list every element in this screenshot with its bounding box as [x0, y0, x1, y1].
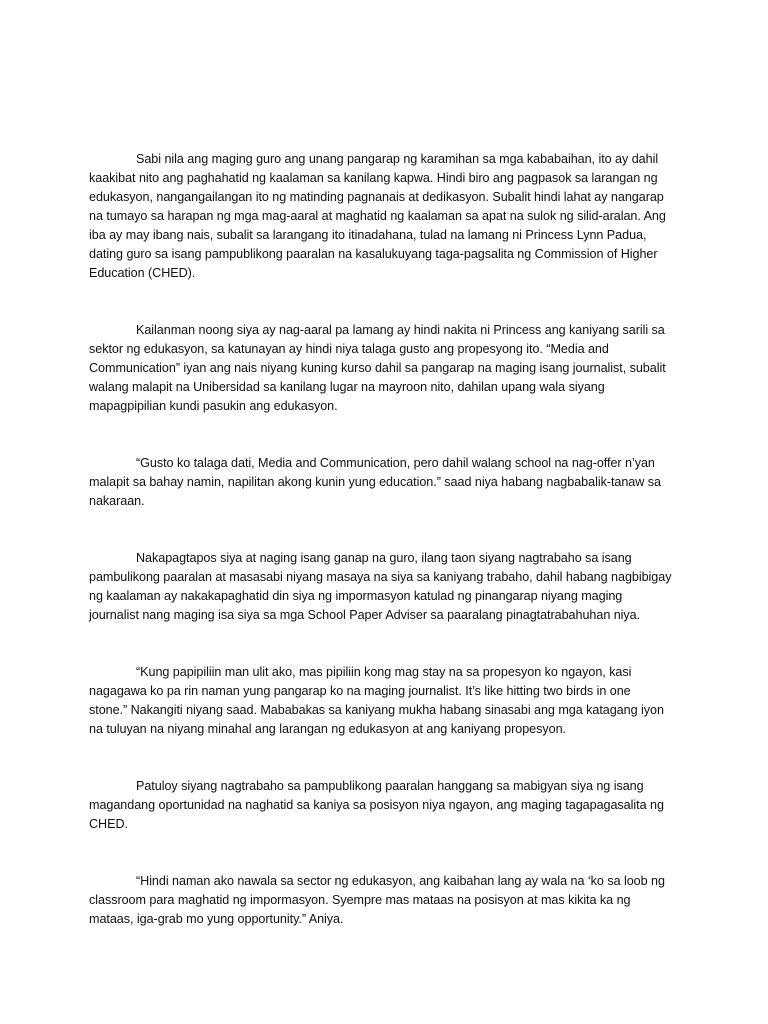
paragraph-line: ng kaalaman ay nakakapaghatid din siya ng impormasyon katulad ng pinangarap niyang maging: [89, 589, 623, 603]
document-body: [89, 150, 679, 929]
paragraph-line: CHED.: [89, 817, 128, 831]
paragraph-line: mataas, iga-grab mo yung opportunity.” Aniya.: [89, 912, 344, 926]
paragraph-line: nakaraan.: [89, 494, 145, 508]
paragraph-4: [89, 549, 679, 625]
paragraph-line: Education (CHED).: [89, 266, 196, 280]
paragraph-line: “Gusto ko talaga dati, Media and Communication, pero dahil walang school na nag-offer n’yan: [136, 456, 655, 470]
paragraph-line: dating guro sa isang pampublikong paaralan na kasalukuyang taga-pagsalita ng Commission of Higher: [89, 247, 658, 261]
paragraph-line: na tuluyan na niyang minahal ang larangan ng edukasyon at ang kaniyang propesyon.: [89, 722, 566, 736]
paragraph-line: kaakibat nito ang paghahatid ng kaalaman sa kanilang kapwa. Hindi biro ang pagpasok sa larangan ng: [89, 171, 658, 185]
paragraph-line: Kailanman noong siya ay nag-aaral pa lamang ay hindi nakita ni Princess ang kaniyang sarili sa: [136, 323, 665, 337]
paragraph-line: pambulikong paaralan at masasabi niyang masaya na siya sa kaniyang trabaho, dahil habang nagbibigay: [89, 570, 672, 584]
paragraph-line: iba ay may ibang nais, subalit sa larangang ito itinadahana, tulad na lamang ni Princess Lynn Padua,: [89, 228, 647, 242]
paragraph-line: Sabi nila ang maging guro ang unang pangarap ng karamihan sa mga kababaihan, ito ay dahil: [136, 152, 659, 166]
paragraph-line: mapagpipilian kundi pasukin ang edukasyon.: [89, 399, 338, 413]
paragraph-line: walang malapit na Unibersidad sa kanilang lugar na mayroon nito, dahilan upang wala siyang: [89, 380, 605, 394]
paragraph-line: malapit sa bahay namin, napilitan akong kunin yung education.” saad niya habang nagbabalik-tanaw sa: [89, 475, 661, 489]
paragraph-line: na tumayo sa harapan ng mga mag-aaral at maghatid ng kaalaman sa apat na sulok ng silid-aralan. Ang: [89, 209, 666, 223]
paragraph-line: Communication” iyan ang nais niyang kuning kurso dahil sa pangarap na maging isang journalist, subalit: [89, 361, 666, 375]
paragraph-line: stone.” Nakangiti niyang saad. Mababakas sa kaniyang mukha habang sinasabi ang mga katagang iyon: [89, 703, 664, 717]
paragraph-line: journalist nang maging isa siya sa mga School Paper Adviser sa paaralang pinagtatrabahuhan niya.: [89, 608, 641, 622]
paragraph-line: Nakapagtapos siya at naging isang ganap na guro, ilang taon siyang nagtrabaho sa isang: [136, 551, 632, 565]
paragraph-6: [89, 777, 679, 834]
paragraph-line: edukasyon, nangangailangan ito ng matinding pagnanais at dedikasyon. Subalit hindi lahat ay nangarap: [89, 190, 664, 204]
paragraph-3: [89, 454, 679, 511]
paragraph-line: nagagawa ko pa rin naman yung pangarap ko na maging journalist. It’s like hitting two birds in one: [89, 684, 631, 698]
paragraph-line: Patuloy siyang nagtrabaho sa pampublikong paaralan hanggang sa mabigyan siya ng isang: [136, 779, 644, 793]
paragraph-line: “Hindi naman ako nawala sa sector ng edukasyon, ang kaibahan lang ay wala na ‘ko sa loob ng: [136, 874, 665, 888]
paragraph-5: [89, 663, 679, 739]
paragraph-1: [89, 150, 679, 283]
paragraph-2: [89, 321, 679, 416]
paragraph-line: classroom para maghatid ng impormasyon. Syempre mas mataas na posisyon at mas kikita ka ng: [89, 893, 631, 907]
paragraph-line: sektor ng edukasyon, sa katunayan ay hindi niya talaga gusto ang propesyong ito. “Media and: [89, 342, 609, 356]
paragraph-line: magandang oportunidad na naghatid sa kaniya sa posisyon niya ngayon, ang maging tagapagasalita ng: [89, 798, 664, 812]
paragraph-7: [89, 872, 679, 929]
paragraph-line: “Kung papipiliin man ulit ako, mas pipiliin kong mag stay na sa propesyon ko ngayon, kasi: [136, 665, 632, 679]
